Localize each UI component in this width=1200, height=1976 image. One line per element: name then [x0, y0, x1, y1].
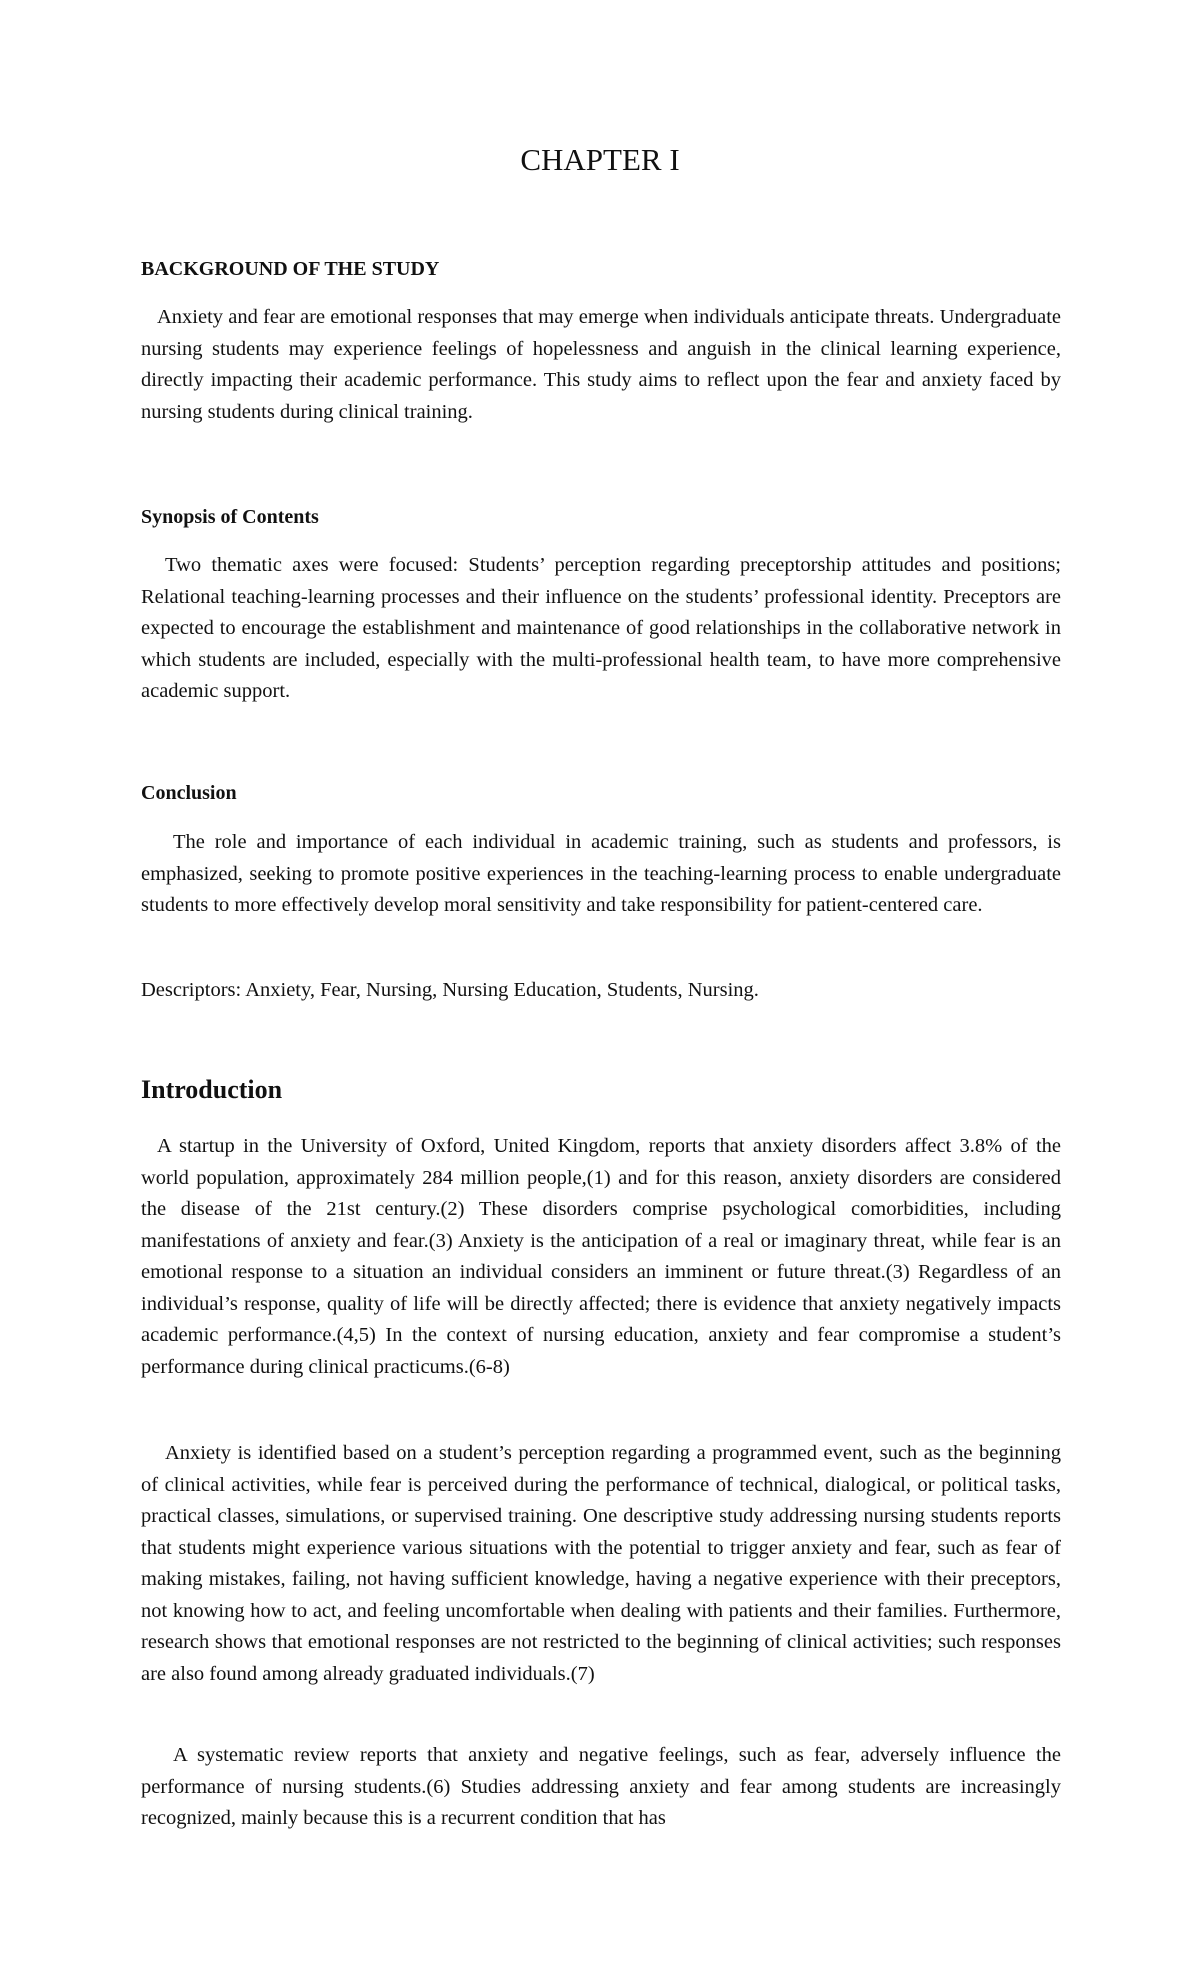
introduction-paragraph-2: Anxiety is identified based on a student’s perception regarding a programmed event, such as the beginning of clinical activities, while fear is perceived during the performance of technical, dialogical, or political tasks, practical classes, simulations, or supervised training. One descriptive study addressing nursing students reports that students might experience various situations with the potential to trigger anxiety and fear, such as fear of making mistakes, failing, not having sufficient knowledge, having a negative experience with their preceptors, not knowing how to act, and feeling uncomfortable when dealing with patients and their families. Furthermore, research shows that emotional responses are not restricted to the beginning of clinical activities; such responses are also found among already graduated individuals.(7): [141, 1442, 1061, 1685]
introduction-heading: Introduction: [141, 1075, 283, 1104]
introduction-paragraph-1: A startup in the University of Oxford, United Kingdom, reports that anxiety disorders affect 3.8% of the world population, approximately 284 million people,(1) and for this reason, anxiety disorders are considered the disease of the 21st century.(2) These disorders comprise psychological comorbidities, including manifestations of anxiety and fear.(3) Anxiety is the anticipation of a real or imaginary threat, while fear is an emotional response to a situation an individual considers an imminent or future threat.(3) Regardless of an individual’s response, quality of life will be directly affected; there is evidence that anxiety negatively impacts academic performance.(4,5) In the context of nursing education, anxiety and fear compromise a student’s performance during clinical practicums.(6-8): [141, 1135, 1061, 1378]
chapter-title: CHAPTER I: [520, 142, 680, 177]
background-heading: BACKGROUND OF THE STUDY: [141, 258, 440, 280]
synopsis-heading: Synopsis of Contents: [141, 506, 319, 528]
conclusion-paragraph: The role and importance of each individual in academic training, such as students and professors, is emphasized, seeking to promote positive experiences in the teaching-learning process to enable undergraduate students to more effectively develop moral sensitivity and take responsibility for patient-centered care.: [141, 831, 1061, 916]
descriptors-line: Descriptors: Anxiety, Fear, Nursing, Nursing Education, Students, Nursing.: [141, 979, 759, 1001]
conclusion-heading: Conclusion: [141, 782, 237, 804]
synopsis-paragraph: Two thematic axes were focused: Students’ perception regarding preceptorship attitudes and positions; Relational teaching-learning processes and their influence on the students’ professional identity. Preceptors are expected to encourage the establishment and maintenance of good relationships in the collaborative network in which students are included, especially with the multi-professional health team, to have more comprehensive academic support.: [141, 554, 1061, 702]
background-paragraph: Anxiety and fear are emotional responses that may emerge when individuals anticipate threats. Undergraduate nursing students may experience feelings of hopelessness and anguish in the clinical learning experience, directly impacting their academic performance. This study aims to reflect upon the fear and anxiety faced by nursing students during clinical training.: [141, 306, 1061, 423]
introduction-paragraph-3: A systematic review reports that anxiety and negative feelings, such as fear, adversely influence the performance of nursing students.(6) Studies addressing anxiety and fear among students are increasingly recognized, mainly because this is a recurrent condition that has: [141, 1744, 1061, 1829]
